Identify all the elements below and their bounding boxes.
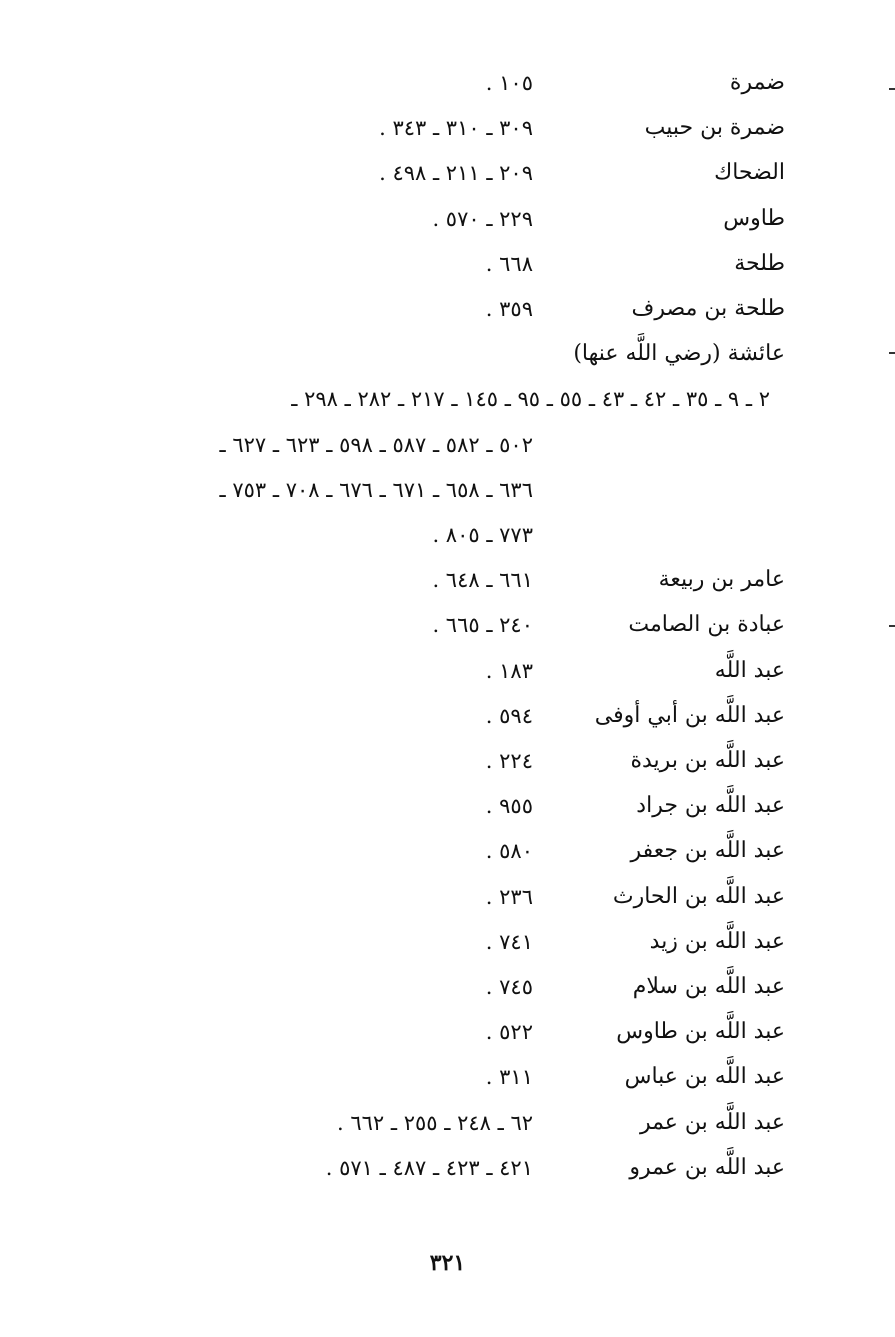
edge-mark [889, 352, 895, 354]
entry-name: طلحة [734, 251, 785, 276]
entry-name: عبد اللَّه بن عمر [639, 1110, 785, 1135]
entry-name: عبد اللَّه بن الحارث [612, 884, 785, 909]
edge-mark [889, 88, 895, 90]
entry-name: ضمرة بن حبيب [644, 115, 785, 140]
entry-pages: ٥٠٢ ـ ٥٨٢ ـ ٥٨٧ ـ ٥٩٨ ـ ٦٢٣ ـ ٦٢٧ ـ [219, 433, 533, 457]
entry-pages: ٣٥٩ . [485, 297, 533, 321]
entry-pages: ٦٦٨ . [485, 252, 533, 276]
entry-name: طلحة بن مصرف [631, 296, 785, 321]
entry-name: عبد اللَّه بن عمرو [629, 1155, 785, 1180]
entry-pages: ٢٠٩ ـ ٢١١ ـ ٤٩٨ . [379, 161, 533, 185]
entry-pages: ٢٣٦ . [485, 885, 533, 909]
entry-name: عبد اللَّه بن بريدة [630, 748, 785, 773]
entry-name: طاوس [723, 206, 785, 231]
entry-name: عبد اللَّه بن سلام [632, 974, 785, 999]
entry-name: ضمرة [729, 70, 785, 95]
entry-pages: ٦٣٦ ـ ٦٥٨ ـ ٦٧١ ـ ٦٧٦ ـ ٧٠٨ ـ ٧٥٣ ـ [219, 478, 533, 502]
entry-pages: ٢٢٩ ـ ٥٧٠ . [432, 207, 533, 231]
entry-name: عبد اللَّه [714, 658, 785, 683]
entry-name: عبد اللَّه بن أبي أوفى [594, 703, 785, 728]
entry-pages: ٧٤٥ . [485, 975, 533, 999]
entry-pages: ٧٧٣ ـ ٨٠٥ . [432, 523, 533, 547]
entry-pages: ٦٦١ ـ ٦٤٨ . [432, 568, 533, 592]
entry-pages: ٥٩٤ . [485, 704, 533, 728]
entry-pages: ٢٤٠ ـ ٦٦٥ . [432, 613, 533, 637]
entry-pages: ١٠٥ . [485, 71, 533, 95]
entry-pages: ٢ ـ ٩ ـ ٣٥ ـ ٤٢ ـ ٤٣ ـ ٥٥ ـ ٩٥ ـ ١٤٥ ـ ٢١٧ ـ ٢٨٢ ـ ٢٩٨ ـ [291, 387, 770, 411]
entry-pages: ١٨٣ . [485, 659, 533, 683]
entry-pages: ٦٢ ـ ٢٤٨ ـ ٢٥٥ ـ ٦٦٢ . [337, 1111, 533, 1135]
entry-name: عبد اللَّه بن جراد [636, 793, 785, 818]
entry-name: عبد اللَّه بن جعفر [630, 838, 785, 863]
entry-pages: ٣١١ . [485, 1065, 533, 1089]
entry-name: عبد اللَّه بن طاوس [616, 1019, 785, 1044]
entry-name: عبد اللَّه بن عباس [624, 1064, 785, 1089]
edge-mark [889, 625, 895, 627]
entry-name: عامر بن ربيعة [658, 567, 785, 592]
entry-name: عبد اللَّه بن زيد [649, 929, 785, 954]
entry-name: عائشة (رضي اللَّه عنها) [573, 341, 785, 366]
entry-pages: ٢٢٤ . [485, 749, 533, 773]
entry-name: عبادة بن الصامت [628, 612, 785, 637]
entry-pages: ٧٤١ . [485, 930, 533, 954]
entry-pages: ٣٠٩ ـ ٣١٠ ـ ٣٤٣ . [379, 116, 533, 140]
entry-pages: ٥٨٠ . [485, 839, 533, 863]
entry-name: الضحاك [714, 160, 785, 185]
entry-pages: ٥٢٢ . [485, 1020, 533, 1044]
entry-pages: ٩٥٥ . [485, 794, 533, 818]
entry-pages: ٤٢١ ـ ٤٢٣ ـ ٤٨٧ ـ ٥٧١ . [325, 1156, 533, 1180]
page-number: ٣٢١ [429, 1250, 466, 1276]
